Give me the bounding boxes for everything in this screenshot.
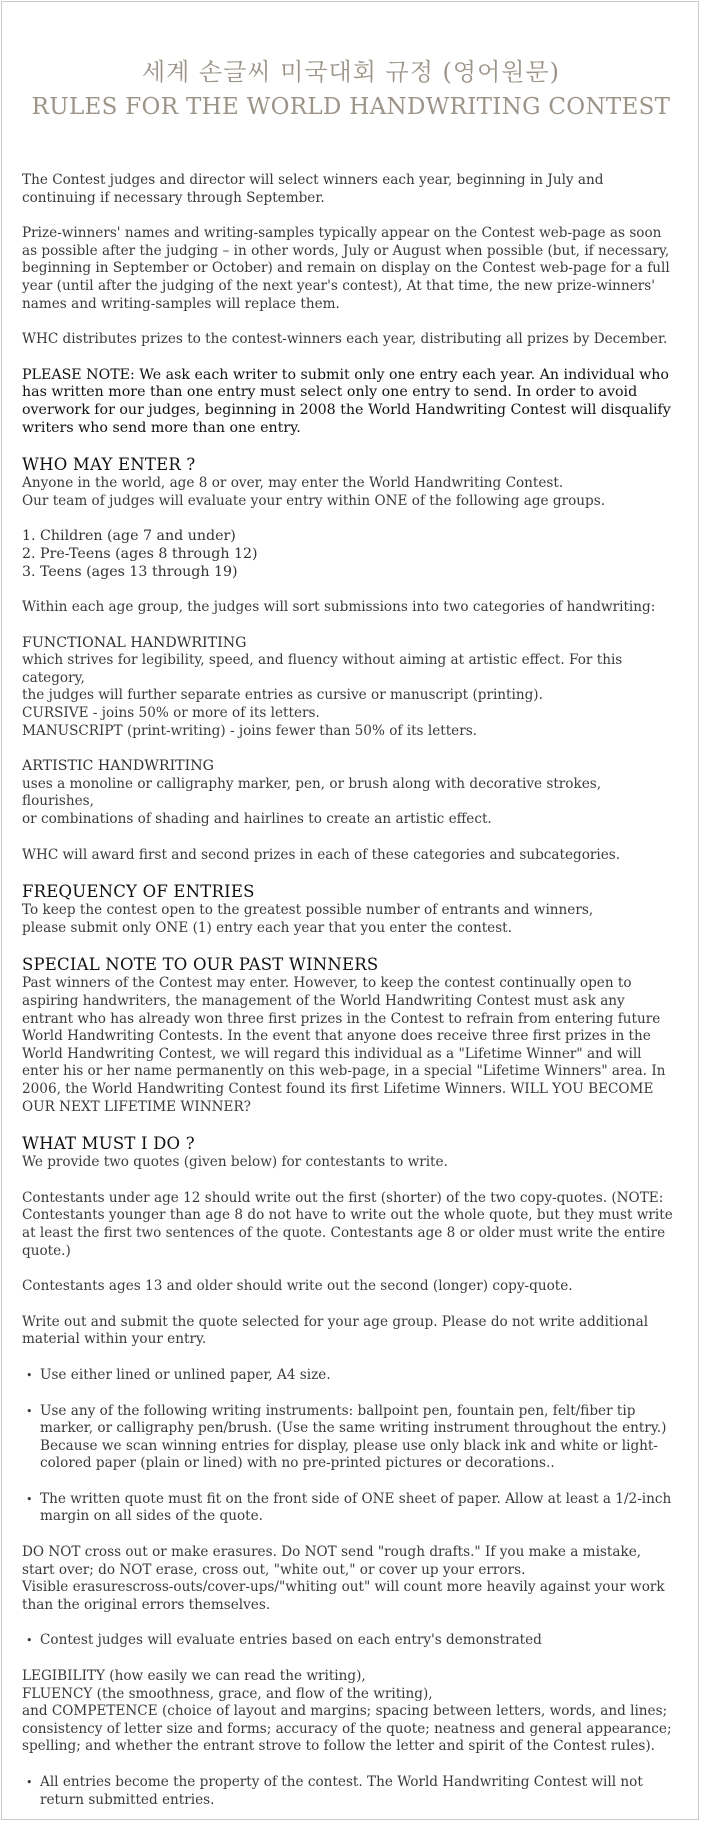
do-not-paragraph <box>22 1544 674 1614</box>
do-not-line-2: start over; do NOT erase, cross out, "white out," or cover up your errors. <box>22 1561 526 1578</box>
list-item: • All entries become the property of the contest. The World Handwriting Contest will not return submitted entries. <box>22 1774 674 1809</box>
manuscript-definition: MANUSCRIPT (print-writing) - joins fewer than 50% of its letters. <box>22 722 477 739</box>
do-not-line-3: Visible erasurescross-outs/cover-ups/"whiting out" will count more heavily against your work than the original errors themselves. <box>22 1579 665 1613</box>
requirements-list <box>22 1367 674 1526</box>
frequency-line-1: To keep the contest open to the greatest possible number of entrants and winners, <box>22 902 594 919</box>
please-note-paragraph: PLEASE NOTE: We ask each writer to submit only one entry each year. An individual who has written more than one entry must select only one entry to send. In order to avoid overwork for our judges, beginning in 2008 the World Handwriting Contest will disqualify writers who send more than one entry. <box>22 366 671 436</box>
frequency-paragraph <box>22 902 674 937</box>
who-intro <box>22 475 674 510</box>
past-winners-paragraph: Past winners of the Contest may enter. However, to keep the contest continually open to aspiring handwriters, the management of the World Handwriting Contest must ask any entrant who has already won three first prizes in the Contest to refrain from entering future World Handwriting Contests. In the event that anyone does receive three first prizes in the World Handwriting Contest, we will regard this individual as a "Lifetime Winner" and will enter his or her name permanently on this web-page, in a special "Lifetime Winners" area. In 2006, the World Handwriting Contest found its first Lifetime Winners. WILL YOU BECOME OUR NEXT LIFETIME WINNER? <box>22 975 666 1115</box>
award-paragraph: WHC will award first and second prizes in each of these categories and subcategories. <box>22 846 621 863</box>
artistic-line-2: or combinations of shading and hairlines to create an artistic effect. <box>22 811 492 828</box>
age-group-item: 3. Teens (ages 13 through 19) <box>22 563 238 580</box>
write-out-paragraph: Write out and submit the quote selected for your age group. Please do not write additional material within your entry. <box>22 1313 649 1348</box>
functional-block <box>22 635 674 741</box>
13-older-paragraph: Contestants ages 13 and older should write out the second (longer) copy-quote. <box>22 1278 573 1295</box>
section-heading-past-winners: SPECIAL NOTE TO OUR PAST WINNERS <box>22 955 379 975</box>
frequency-line-2: please submit only ONE (1) entry each year that you enter the contest. <box>22 919 512 936</box>
do-not-line-1: DO NOT cross out or make erasures. Do NOT send "rough drafts." If you make a mistake, <box>22 1544 642 1561</box>
who-line-2: Our team of judges will evaluate your entry within ONE of the following age groups. <box>22 492 606 509</box>
who-line-1: Anyone in the world, age 8 or over, may enter the World Handwriting Contest. <box>22 475 564 492</box>
functional-line-1: which strives for legibility, speed, and fluency without aiming at artistic effect. For this category, <box>22 652 623 686</box>
judging-list <box>22 1632 674 1650</box>
property-list <box>22 1774 674 1809</box>
categories-intro: Within each age group, the judges will sort submissions into two categories of handwriting: <box>22 599 656 616</box>
section-heading-what: WHAT MUST I DO ? <box>22 1134 195 1154</box>
under-12-paragraph: Contestants under age 12 should write out the first (shorter) of the two copy-quotes. (NOTE: Contestants younger than age 8 do not have to write out the whole quote, but they must write at least the first two sentences of the quote. Contestants age 8 or older must write the entire quote.) <box>22 1189 673 1259</box>
functional-line-2: the judges will further separate entries as cursive or manuscript (printing). <box>22 687 543 704</box>
criteria-legibility: LEGIBILITY (how easily we can read the writing), <box>22 1668 366 1685</box>
section-heading-frequency: FREQUENCY OF ENTRIES <box>22 882 255 902</box>
intro-paragraph-prizes: WHC distributes prizes to the contest-winners each year, distributing all prizes by December. <box>22 331 668 348</box>
list-item: • Use either lined or unlined paper, A4 size. <box>22 1367 674 1385</box>
cursive-definition: CURSIVE - joins 50% or more of its letters. <box>22 705 320 722</box>
section-heading-who: WHO MAY ENTER ? <box>22 455 196 475</box>
criteria-competence: and COMPETENCE (choice of layout and margins; spacing between letters, words, and lines; consistency of letter size and forms; accuracy of the quote; neatness and general appearance; spelling; and whether the entrant strove to follow the letter and spirit of the Contest rules). <box>22 1703 672 1755</box>
artistic-line-1: uses a monoline or calligraphy marker, pen, or brush along with decorative strokes, flourishes, <box>22 775 602 810</box>
intro-paragraph-display: Prize-winners' names and writing-samples typically appear on the Contest web-page as soon as possible after the judging – in other words, July or August when possible (but, if necessary, beginning in September or October) and remain on display on the Contest web-page for a full year (until after the judging of the next year's contest), At that time, the new prize-winners' names and writing-samples will replace them. <box>22 225 670 312</box>
list-item: • The written quote must fit on the front side of ONE sheet of paper. Allow at least a 1/2-inch margin on all sides of the quote. <box>22 1491 674 1526</box>
rules-content <box>22 172 674 1827</box>
age-groups-list <box>22 528 674 581</box>
functional-title: FUNCTIONAL HANDWRITING <box>22 634 247 651</box>
criteria-paragraph <box>22 1668 674 1756</box>
age-group-item: 2. Pre-Teens (ages 8 through 12) <box>22 545 258 562</box>
age-group-item: 1. Children (age 7 and under) <box>22 528 236 545</box>
list-item: • Contest judges will evaluate entries based on each entry's demonstrated <box>22 1632 674 1650</box>
page-title-korean: 세계 손글씨 미국대회 규정 (영어원문) <box>141 58 560 86</box>
page-title-english: RULES FOR THE WORLD HANDWRITING CONTEST <box>31 94 671 120</box>
what-intro: We provide two quotes (given below) for contestants to write. <box>22 1154 448 1171</box>
artistic-block <box>22 758 674 828</box>
artistic-title: ARTISTIC HANDWRITING <box>22 758 214 775</box>
list-item: • Use any of the following writing instruments: ballpoint pen, fountain pen, felt/fiber tip marker, or calligraphy pen/brush. (Use the same writing instrument throughout the entry.) Because we scan winning entries for display, please use only black ink and white or light-colored paper (plain or lined) with no pre-printed pictures or decorations.. <box>22 1403 674 1473</box>
criteria-fluency: FLUENCY (the smoothness, grace, and flow of the writing), <box>22 1685 433 1702</box>
intro-paragraph-judging: The Contest judges and director will select winners each year, beginning in July and continuing if necessary through September. <box>22 172 604 206</box>
